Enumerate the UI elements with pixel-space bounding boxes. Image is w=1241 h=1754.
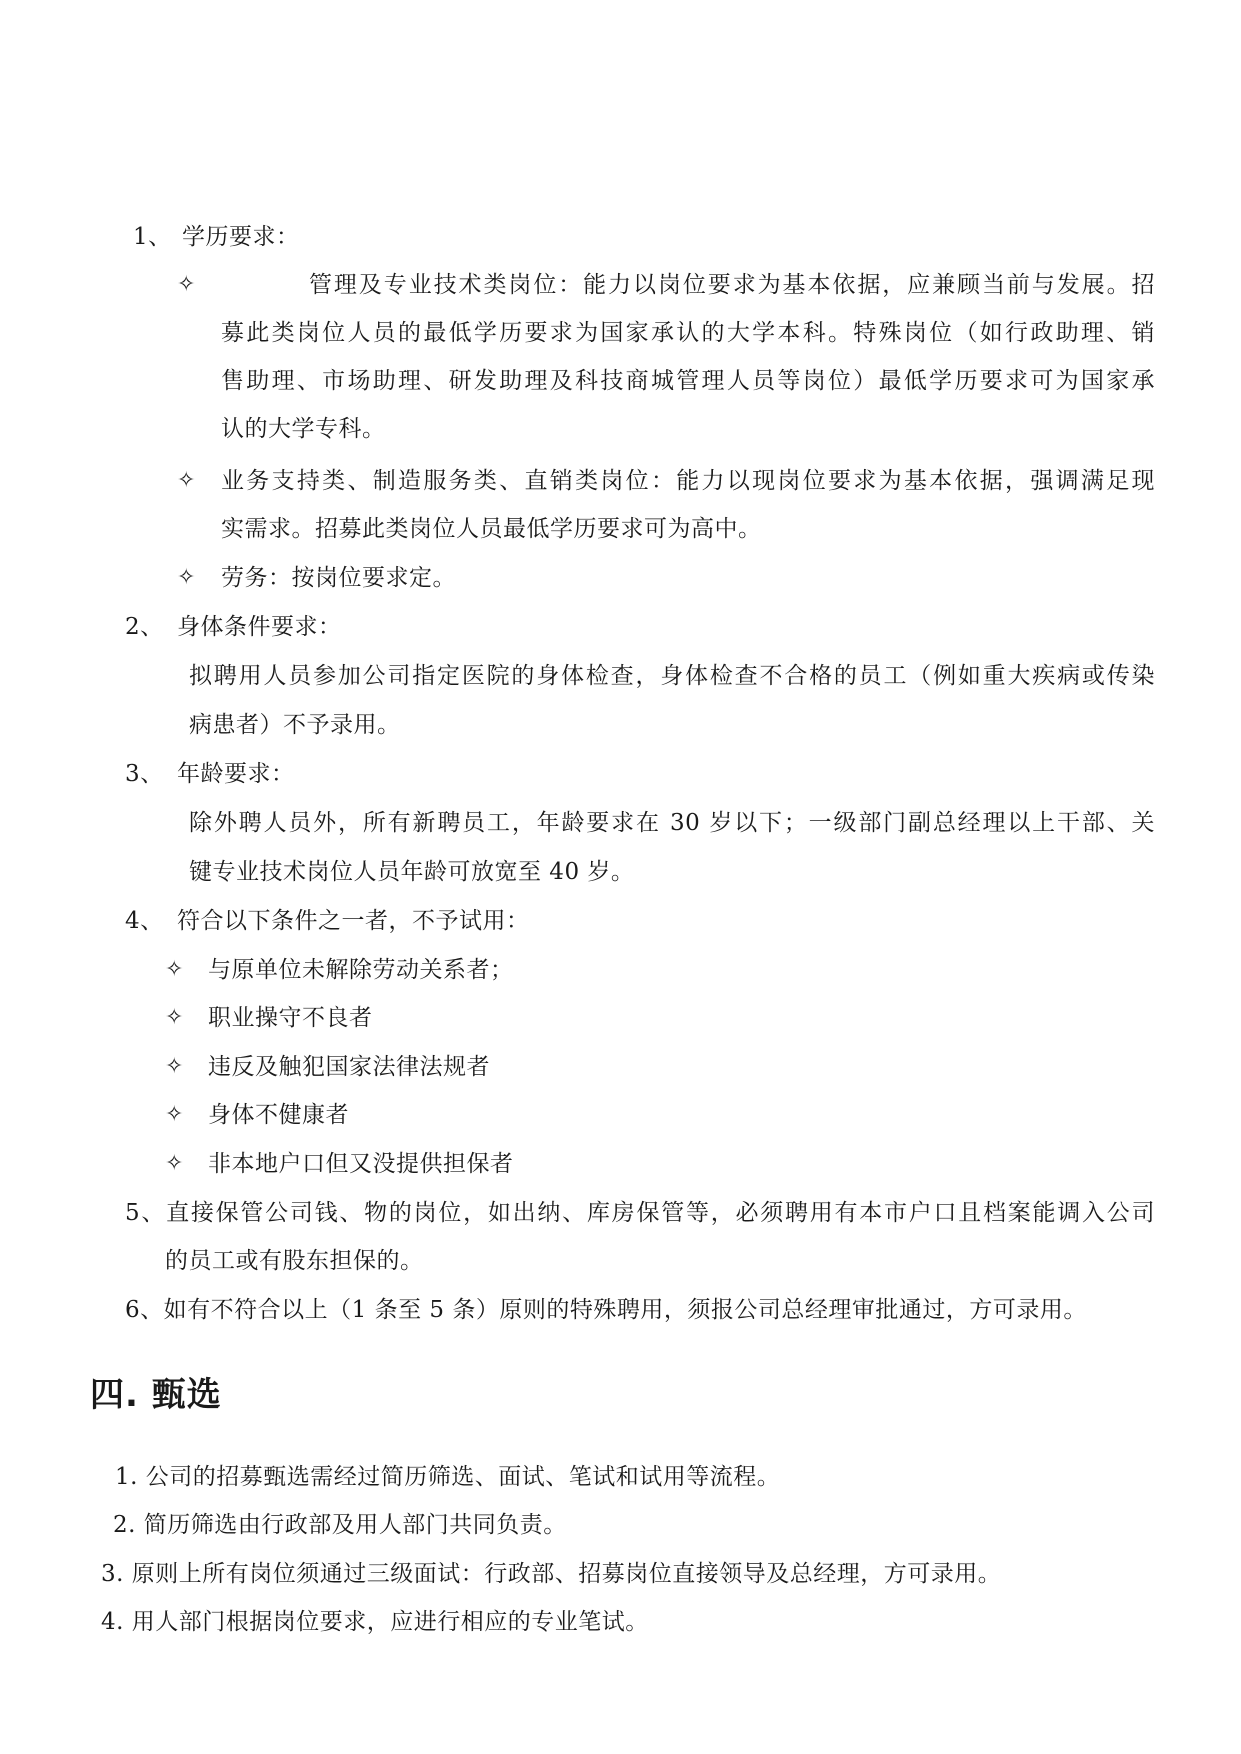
diamond-bullet-icon: ✧ <box>165 957 184 982</box>
list-item: 违反及触犯国家法律法规者 <box>208 1054 490 1080</box>
paragraph-line: 5、直接保管公司钱、物的岗位，如出纳、库房保管等，必须聘用有本市户口且档案能调入公司 <box>125 1200 1155 1226</box>
diamond-bullet-icon: ✧ <box>177 468 196 493</box>
list-item: 4. 用人部门根据岗位要求，应进行相应的专业笔试。 <box>101 1609 649 1635</box>
section-heading: 四. 甄选 <box>90 1375 222 1415</box>
item-1-number: 1、 <box>133 224 172 250</box>
list-item: 3. 原则上所有岗位须通过三级面试：行政部、招募岗位直接领导及总经理，方可录用。 <box>101 1561 1002 1587</box>
list-item: 非本地户口但又没提供担保者 <box>208 1151 514 1177</box>
item-4-title: 符合以下条件之一者，不予试用： <box>177 908 530 934</box>
list-item: 1. 公司的招募甄选需经过简历筛选、面试、笔试和试用等流程。 <box>115 1464 781 1490</box>
list-item: 2. 简历筛选由行政部及用人部门共同负责。 <box>113 1512 567 1538</box>
item-2-title: 身体条件要求： <box>177 614 342 640</box>
list-item: 与原单位未解除劳动关系者； <box>208 957 514 983</box>
paragraph-line: 键专业技术岗位人员年龄可放宽至 40 岁。 <box>189 859 635 885</box>
paragraph-line: 实需求。招募此类岗位人员最低学历要求可为高中。 <box>221 516 762 542</box>
paragraph-line: 拟聘用人员参加公司指定医院的身体检查，身体检查不合格的员工（例如重大疾病或传染 <box>189 663 1155 689</box>
paragraph-line: 除外聘人员外，所有新聘员工，年龄要求在 30 岁以下；一级部门副总经理以上干部、关 <box>189 810 1155 836</box>
item-3-number: 3、 <box>125 761 164 787</box>
item-3-title: 年龄要求： <box>177 761 295 787</box>
paragraph-line: 病患者）不予录用。 <box>189 712 401 738</box>
item-2-number: 2、 <box>125 614 164 640</box>
item-1-title: 学历要求： <box>182 224 300 250</box>
paragraph-line: 6、如有不符合以上（1 条至 5 条）原则的特殊聘用，须报公司总经理审批通过，方可录用。 <box>125 1297 1087 1323</box>
diamond-bullet-icon: ✧ <box>177 272 196 297</box>
list-item: 身体不健康者 <box>208 1102 349 1128</box>
paragraph-line: 业务支持类、制造服务类、直销类岗位：能力以现岗位要求为基本依据，强调满足现 <box>221 468 1155 494</box>
paragraph-line: 的员工或有股东担保的。 <box>165 1248 424 1274</box>
paragraph-line: 认的大学专科。 <box>221 416 386 442</box>
item-4-number: 4、 <box>125 908 164 934</box>
paragraph-line: 劳务：按岗位要求定。 <box>221 565 456 591</box>
diamond-bullet-icon: ✧ <box>165 1005 184 1030</box>
paragraph-line: 售助理、市场助理、研发助理及科技商城管理人员等岗位）最低学历要求可为国家承 <box>221 368 1155 394</box>
diamond-bullet-icon: ✧ <box>165 1054 184 1079</box>
list-item: 职业操守不良者 <box>208 1005 373 1031</box>
diamond-bullet-icon: ✧ <box>165 1102 184 1127</box>
diamond-bullet-icon: ✧ <box>165 1151 184 1176</box>
paragraph-line: 募此类岗位人员的最低学历要求为国家承认的大学本科。特殊岗位（如行政助理、销 <box>221 320 1155 346</box>
diamond-bullet-icon: ✧ <box>177 565 196 590</box>
paragraph-line: 管理及专业技术类岗位：能力以岗位要求为基本依据，应兼顾当前与发展。招 <box>309 272 1155 298</box>
